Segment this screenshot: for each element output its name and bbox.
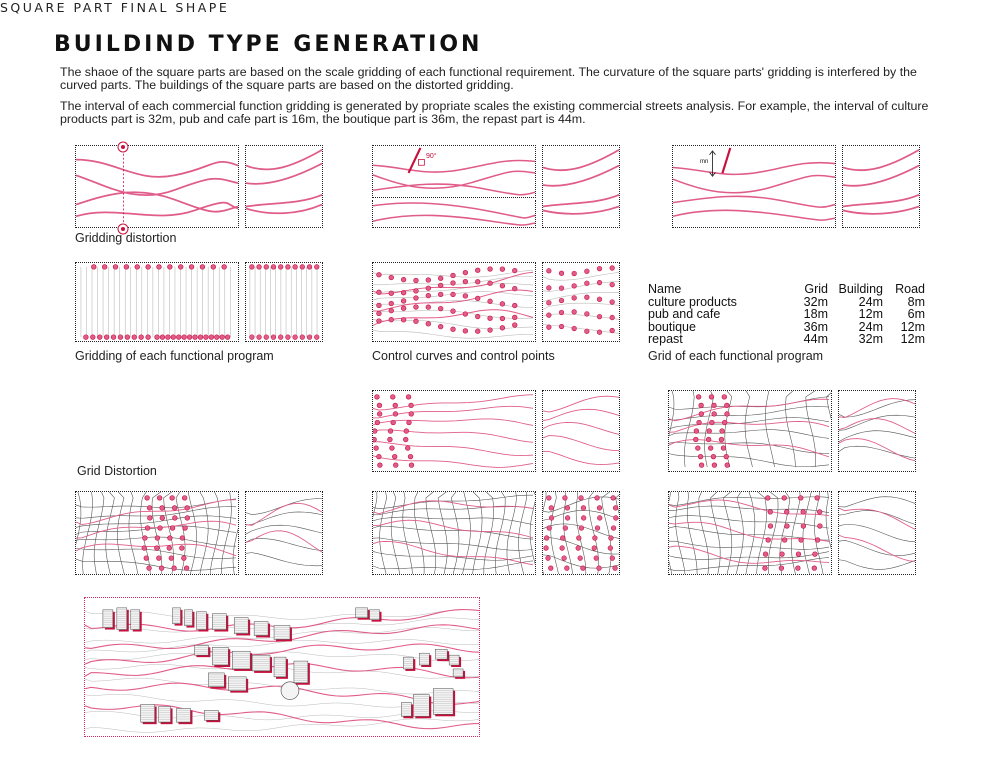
cell-road: 12m bbox=[900, 319, 925, 334]
table-row bbox=[648, 333, 925, 346]
cell-name: boutique bbox=[648, 319, 696, 334]
caption-grid-functional: Grid of each functional program bbox=[648, 349, 824, 363]
grid-distortion-panel-2b bbox=[838, 390, 916, 472]
grid-distortion-panel-5a bbox=[668, 491, 832, 575]
cell-name: repast bbox=[648, 332, 683, 346]
control-points-panel-a bbox=[372, 262, 536, 342]
distortion-panel-2a bbox=[372, 145, 536, 198]
grid-distortion-panel-2a bbox=[668, 390, 832, 472]
grid-table bbox=[648, 283, 925, 346]
grid-distortion-panel-5b bbox=[838, 491, 916, 575]
header-grid: Grid bbox=[804, 282, 828, 296]
distortion-panel-1b bbox=[245, 145, 323, 228]
intro-paragraph-2: The interval of each commercial function gridding is generated by propriate scales the existing commercial streets analysis. For example, the interval of culture products part is 32m, pub and cafe part is 16m, the boutique part is 36m, the repast part is 44m. bbox=[60, 99, 929, 126]
grid-distortion-panel-3b bbox=[245, 491, 323, 575]
distortion-panel-3b bbox=[842, 145, 920, 228]
cell-road: 12m bbox=[900, 332, 925, 346]
caption-final-shape: SQUARE PART FINAL SHAPE bbox=[0, 0, 230, 15]
distortion-panel-2c bbox=[372, 200, 536, 228]
grid-distortion-panel-3a bbox=[75, 491, 239, 575]
distortion-panel-3a bbox=[672, 145, 836, 228]
table-row bbox=[648, 308, 925, 321]
distance-label: mn bbox=[700, 159, 709, 165]
cell-name: pub and cafe bbox=[648, 307, 721, 321]
target-marker-top-icon bbox=[117, 140, 129, 152]
intro-paragraph-1: The shaoe of the square parts are based on the scale gridding of each functional requirement. The curvature of the square parts' gridding is interfered by the curved parts. The buildings of the square parts are based on the distorted gridding. bbox=[60, 65, 917, 92]
cell-grid: 44m bbox=[803, 332, 828, 346]
cell-road: 8m bbox=[907, 294, 925, 309]
distortion-panel-2b bbox=[542, 145, 620, 228]
table-header-row bbox=[648, 283, 925, 296]
page-title: BUILDIND TYPE GENERATION bbox=[54, 32, 483, 57]
angle-label: 90° bbox=[426, 153, 437, 160]
cell-building: 32m bbox=[858, 332, 883, 346]
grid-distortion-panel-1b bbox=[542, 390, 620, 472]
caption-grid-distortion: Grid Distortion bbox=[77, 464, 157, 478]
cell-building: 24m bbox=[858, 319, 883, 334]
table-row bbox=[648, 321, 925, 334]
cell-road: 6m bbox=[907, 307, 925, 321]
cell-grid: 18m bbox=[803, 307, 828, 321]
caption-gridding-distortion: Gridding distortion bbox=[75, 231, 177, 245]
functional-grid-panel-a bbox=[75, 262, 239, 342]
caption-gridding-functional: Gridding of each functional program bbox=[75, 349, 274, 363]
distortion-panel-1a bbox=[75, 145, 239, 228]
header-road: Road bbox=[895, 282, 925, 296]
grid-distortion-panel-1a bbox=[372, 390, 536, 472]
header-building: Building bbox=[838, 282, 883, 296]
cell-grid: 36m bbox=[803, 319, 828, 334]
cell-name: culture products bbox=[648, 294, 737, 309]
header-name: Name bbox=[648, 282, 682, 296]
final-shape-plan bbox=[84, 597, 480, 737]
caption-control-curves: Control curves and control points bbox=[372, 349, 555, 363]
functional-grid-panel-b bbox=[245, 262, 323, 342]
grid-distortion-panel-4a bbox=[372, 491, 536, 575]
grid-distortion-panel-4b bbox=[542, 491, 620, 575]
cell-building: 24m bbox=[858, 294, 883, 309]
cell-grid: 32m bbox=[803, 294, 828, 309]
control-points-panel-b bbox=[542, 262, 620, 342]
cell-building: 12m bbox=[858, 307, 883, 321]
